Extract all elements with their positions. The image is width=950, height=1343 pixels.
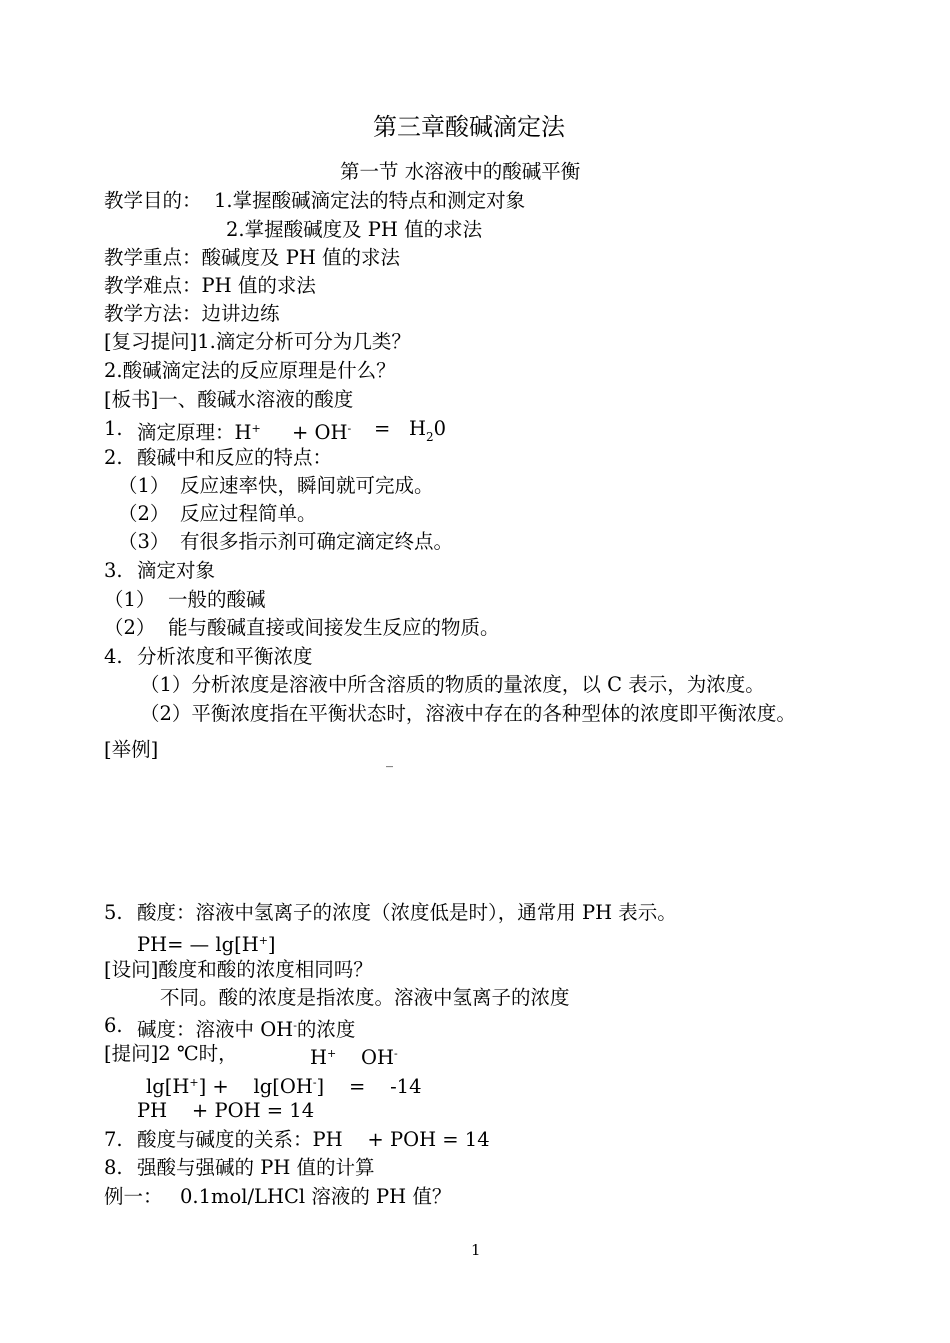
item-1-oh: + OH- — [292, 421, 352, 444]
teaching-method: 教学方法：边讲边练 — [104, 302, 280, 325]
review-question-2: 2.酸碱滴定法的反应原理是什么？ — [104, 359, 396, 382]
item-1-water: $H_20$ — [409, 417, 447, 444]
item-3-number: 3. — [104, 559, 123, 582]
review-question-1: [复习提问]1.滴定分析可分为几类？ — [104, 330, 411, 353]
item-4-number: 4. — [104, 645, 123, 668]
ph-poh-equation: PH + POH = 14 — [137, 1099, 315, 1122]
example-label: [举例] — [104, 738, 159, 761]
item-4-sub-2: （2）平衡浓度指在平衡状态时，溶液中存在的各种型体的浓度即平衡浓度。 — [140, 702, 796, 725]
teaching-goal-2: 2.掌握酸碱度及 PH 值的求法 — [226, 218, 483, 241]
item-2-sub-2-number: （2） — [118, 502, 170, 525]
dash-mark: _ — [386, 752, 393, 768]
board-heading: [板书]一、酸碱水溶液的酸度 — [104, 388, 354, 411]
answer: 不同。酸的浓度是指浓度。溶液中氢离子的浓度 — [160, 986, 570, 1009]
question: [设问]酸度和酸的浓度相同吗？ — [104, 958, 373, 981]
hint-h-ion: H+ — [310, 1046, 337, 1069]
item-7-number: 7. — [104, 1128, 123, 1151]
item-2-sub-2-text: 反应过程简单。 — [180, 502, 317, 525]
item-2-sub-3-text: 有很多指示剂可确定滴定终点。 — [180, 530, 454, 553]
item-6-number: 6. — [104, 1014, 123, 1037]
difficulties: 教学难点：PH 值的求法 — [104, 274, 316, 297]
ph-formula: PH= — lg[H+] — [137, 933, 276, 956]
log-equation: lg[H+] + lg[OH-] = -14 — [146, 1075, 422, 1098]
example-1-label: 例一： — [104, 1185, 163, 1208]
item-2-number: 2. — [104, 446, 123, 469]
hint-label: [提问]2 ℃时， — [104, 1042, 238, 1065]
teaching-goal-1: 1.掌握酸碱滴定法的特点和测定对象 — [214, 189, 526, 212]
chapter-title: 第三章酸碱滴定法 — [373, 113, 565, 141]
item-2-sub-3-number: （3） — [118, 530, 170, 553]
item-3-sub-1-number: （1） — [104, 588, 156, 611]
item-2-sub-1-text: 反应速率快，瞬间就可完成。 — [180, 474, 434, 497]
teaching-goals-label: 教学目的： — [104, 189, 202, 212]
item-6-text: 碱度：溶液中 OH-的浓度 — [137, 1018, 356, 1041]
item-8-text: 强酸与强碱的 PH 值的计算 — [137, 1156, 375, 1179]
item-2-label: 酸碱中和反应的特点： — [137, 446, 333, 469]
item-3-label: 滴定对象 — [137, 559, 216, 582]
item-5-text: 酸度：溶液中氢离子的浓度（浓度低是时），通常用 PH 表示。 — [137, 901, 677, 924]
item-8-number: 8. — [104, 1156, 123, 1179]
hint-oh-ion: OH- — [361, 1046, 398, 1069]
item-1-formula: 滴定原理：H+ — [137, 421, 261, 444]
section-title: 第一节 水溶液中的酸碱平衡 — [340, 160, 581, 183]
item-4-sub-1: （1）分析浓度是溶液中所含溶质的物质的量浓度，以 C 表示，为浓度。 — [140, 673, 765, 696]
example-1-text: 0.1mol/LHCl 溶液的 PH 值？ — [180, 1185, 452, 1208]
key-points: 教学重点：酸碱度及 PH 值的求法 — [104, 246, 401, 269]
page-number: 1 — [471, 1241, 481, 1259]
item-5-number: 5. — [104, 901, 123, 924]
item-3-sub-2-text: 能与酸碱直接或间接发生反应的物质。 — [168, 616, 500, 639]
item-3-sub-2-number: （2） — [104, 616, 156, 639]
item-1-equals: = — [374, 417, 391, 440]
item-2-sub-1-number: （1） — [118, 474, 170, 497]
item-4-label: 分析浓度和平衡浓度 — [137, 645, 313, 668]
item-3-sub-1-text: 一般的酸碱 — [168, 588, 266, 611]
item-7-text: 酸度与碱度的关系：PH + POH = 14 — [137, 1128, 490, 1151]
item-1-number: 1. — [104, 417, 123, 440]
